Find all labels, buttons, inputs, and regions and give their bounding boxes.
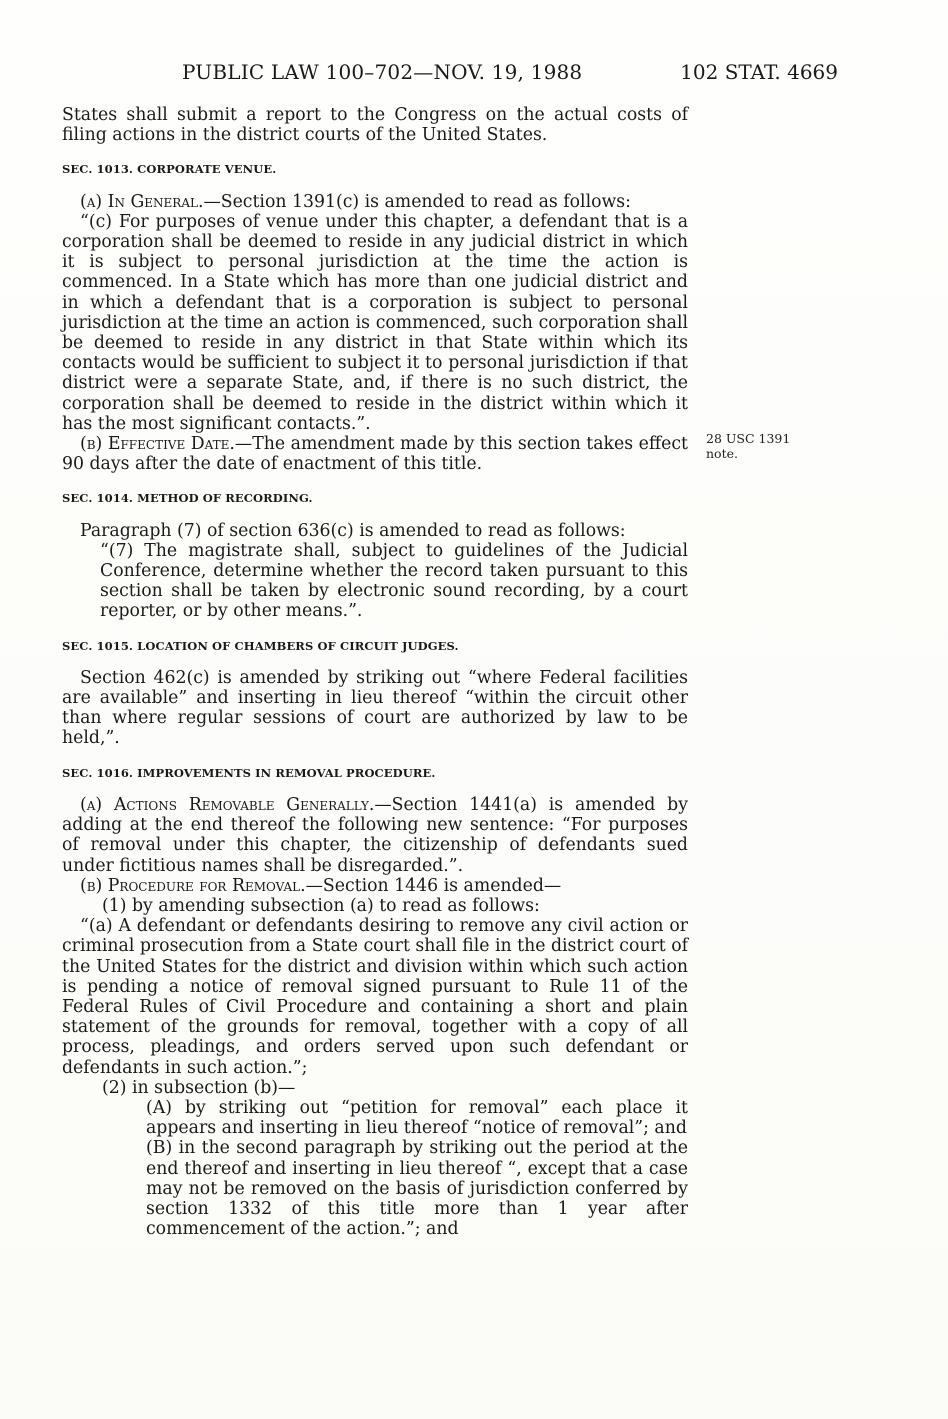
subparagraph-b: (B) in the second paragraph by striking out the period at the end thereof and inserting in lieu thereof “, except that a case may not be removed on the basis of jurisdiction conferred by section 1332 of this title more than 1 year after commencement of the action.”; and [146,1138,688,1240]
page-header [62,60,838,88]
subsection-b-label: (b) Procedure for Removal. [80,875,306,896]
subsection-b-text: —Section 1446 is amended— [305,875,562,896]
paragraph-1: (1) by amending subsection (a) to read as follows: [102,895,540,916]
section-1013-a-quote: “(c) For purposes of venue under this chapter, a defendant that is a corporation shall be deemed to reside in any judicial district in which it is subject to personal jurisdiction at the time the action is commenced. In a State which has more than one judicial district and in which a defendant that is a corporation is subject to personal jurisdiction at the time an action is commenced, such corporation shall be deemed to reside in any district in that State within which its contacts would be sufficient to subject it to personal jurisdiction if that district were a separate State, and, if there is no such district, the corporation shall be deemed to reside in the district within which it has the most significant contacts.”. [62,211,688,434]
running-title: PUBLIC LAW 100–702—NOV. 19, 1988 [182,60,583,84]
carryover-paragraph: States shall submit a report to the Congress on the actual costs of filing actions in the district courts of the United States. [62,105,688,146]
paragraph-1-quote: “(a) A defendant or defendants desiring to remove any civil action or criminal prosecution from a State court shall file in the district court of the United States for the district and division within which such action is pending a notice of removal signed pursuant to Rule 11 of the Federal Rules of Civil Procedure and containing a short and plain statement of the grounds for removal, together with a copy of all process, pleadings, and orders served upon such defendant or defendants in such action.”; [62,916,688,1078]
section-1013-b [62,434,688,474]
margin-note-citation: 28 USC 1391 [706,431,791,446]
section-1014-paragraph: Paragraph (7) of section 636(c) is amended to read as follows: [80,520,626,541]
section-1015-paragraph: Section 462(c) is amended by striking out “where Federal facilities are available” and inserting in lieu thereof “within the circuit other than where regular sessions of court are authorized by law to be held,”. [62,667,688,749]
margin-note [706,431,790,461]
subsection-b-text: —The amendment made by this section takes effect 90 days after the date of enactment of this title. [62,434,688,475]
body-text [62,105,688,1239]
subsection-a-label: (a) Actions Removable Generally. [80,794,375,815]
subsection-a-text: —Section 1391(c) is amended to read as follows: [203,191,631,212]
subsection-a-text: —Section 1441(a) is amended by adding at the end thereof the following new sentence: “For purposes of removal under this chapter, the citizenship of defendants sued under fictitious names shall be disregarded.”. [62,794,688,876]
section-1013-heading: SEC. 1013. CORPORATE VENUE. [62,162,277,177]
stat-page-number: 102 STAT. 4669 [680,60,838,84]
section-1013-a [62,192,688,212]
section-1014-heading: SEC. 1014. METHOD OF RECORDING. [62,491,313,506]
subsection-a-label: (a) In General. [80,191,204,212]
section-1015-heading: SEC. 1015. LOCATION OF CHAMBERS OF CIRCUIT JUDGES. [62,638,459,653]
section-1016-a [62,795,688,876]
margin-note-label: note. [706,446,738,461]
subsection-b-label: (b) Effective Date. [80,434,235,455]
paragraph-2: (2) in subsection (b)— [102,1077,296,1098]
section-1014-quote: “(7) The magistrate shall, subject to guidelines of the Judicial Conference, determine whether the record taken pursuant to this section shall be taken by electronic sound recording, by a court reporter, or by other means.”. [100,540,688,622]
section-1016-b [62,876,688,896]
subparagraph-a: (A) by striking out “petition for removal” each place it appears and inserting in lieu thereof “notice of removal”; and [146,1097,688,1139]
section-1016-heading: SEC. 1016. IMPROVEMENTS IN REMOVAL PROCEDURE. [62,765,436,780]
